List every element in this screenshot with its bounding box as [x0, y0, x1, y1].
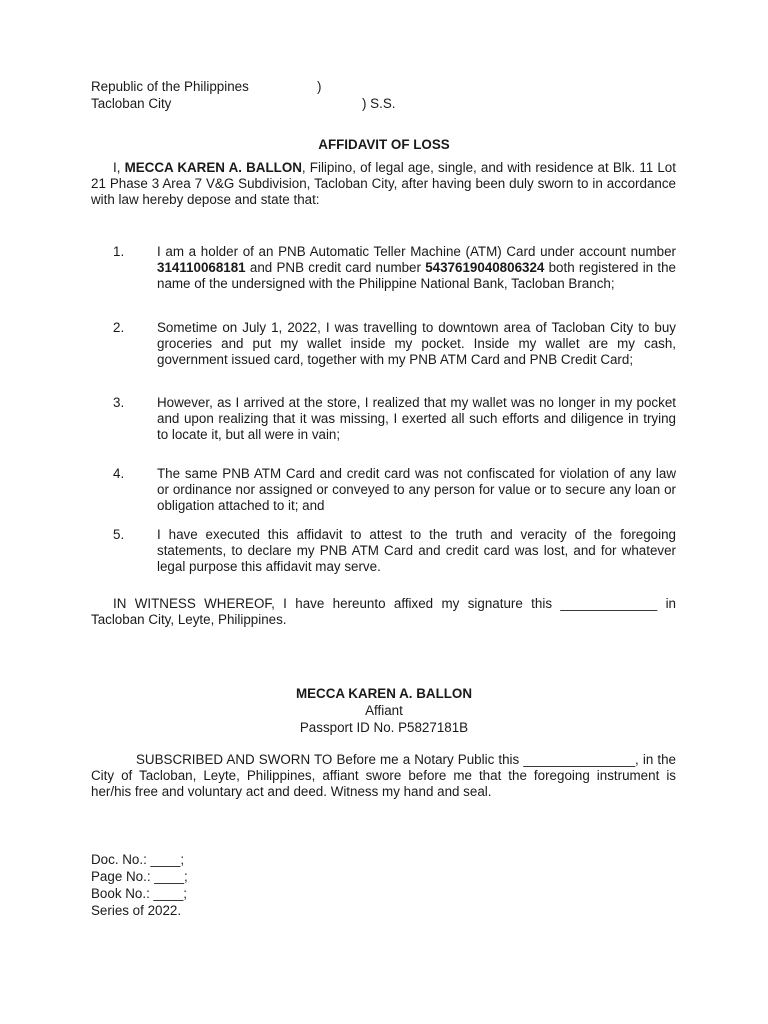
intro-paragraph — [91, 160, 676, 208]
doc-number: Doc. No.: ____; — [91, 852, 185, 867]
statement-item — [91, 466, 676, 514]
venue-city-text: Tacloban City — [91, 96, 172, 111]
venue-line-city — [91, 96, 431, 113]
signature-block — [0, 686, 768, 737]
statement-number: 2. — [113, 320, 125, 335]
statement-text-part: and PNB credit card number — [245, 260, 426, 275]
statement-number: 5. — [113, 527, 125, 542]
statement-text: However, as I arrived at the store, I realized that my wallet was no longer in my pocket and upon realizing that it was missing, I exerted all such efforts and diligence in trying to locate it, but all were in vain; — [157, 395, 676, 442]
document-title: AFFIDAVIT OF LOSS — [318, 137, 450, 152]
intro-prefix: I, — [113, 160, 125, 175]
notarial-register — [91, 852, 391, 920]
statement-number: 4. — [113, 466, 125, 481]
statement-text: Sometime on July 1, 2022, I was travelling to downtown area of Tacloban City to buy groceries and put my wallet inside my pocket. Inside my wallet are my cash, government issued card, together with my PNB ATM Card and PNB Credit Card; — [157, 320, 676, 367]
venue-block — [91, 79, 431, 113]
jurat-paragraph: SUBSCRIBED AND SWORN TO Before me a Notary Public this _______________, in the City of Tacloban, Leyte, Philippines, affiant swore before me that the foregoing instrument is her/his free and voluntary act and deed. Witness my hand and seal. — [91, 752, 676, 799]
statement-number: 1. — [113, 244, 125, 259]
credit-card-number: 5437619040806324 — [425, 260, 545, 275]
affiant-role: Affiant — [365, 703, 403, 718]
page-number: Page No.: ____; — [91, 869, 188, 884]
statement-item — [91, 244, 676, 292]
statement-text-part: I am a holder of an PNB Automatic Teller Machine (ATM) Card under account number — [157, 244, 676, 259]
intro-body: , Filipino, of legal age, single, and with residence at Blk. 11 Lot 21 Phase 3 Area 7 V&G Subdivision, Tacloban City, after having been duly sworn to in accordance with law hereby depose and state that: — [91, 160, 676, 207]
statement-text-part: both registered in the name of the undersigned with the Philippine National Bank, Tacloban Branch; — [157, 260, 676, 291]
affiant-name: MECCA KAREN A. BALLON — [295, 686, 473, 701]
series-year: Series of 2022. — [91, 903, 182, 918]
statement-number: 3. — [113, 395, 125, 410]
venue-city-mark: ) S.S. — [362, 96, 396, 111]
statement-text: The same PNB ATM Card and credit card was not confiscated for violation of any law or ordinance nor assigned or conveyed to any person for value or to secure any loan or obligation attached to it; and — [157, 466, 676, 513]
witness-paragraph: IN WITNESS WHEREOF, I have hereunto affixed my signature this _____________ in Tacloban City, Leyte, Philippines. — [91, 596, 676, 627]
statement-item — [91, 320, 676, 368]
venue-republic-text: Republic of the Philippines — [91, 79, 249, 94]
statement-item — [91, 527, 676, 575]
account-number: 314110068181 — [157, 260, 246, 275]
book-number: Book No.: ____; — [91, 886, 188, 901]
venue-line-republic — [91, 79, 431, 96]
affiant-name-inline: MECCA KAREN A. BALLON — [124, 160, 302, 175]
statement-text — [157, 244, 676, 292]
venue-republic-mark: ) — [317, 79, 322, 94]
affiant-id: Passport ID No. P5827181B — [299, 720, 469, 735]
statement-item — [91, 395, 676, 443]
statement-text: I have executed this affidavit to attest to the truth and veracity of the foregoing statements, to declare my PNB ATM Card and credit card was lost, and for whatever legal purpose this affidavit may serve. — [157, 527, 676, 574]
